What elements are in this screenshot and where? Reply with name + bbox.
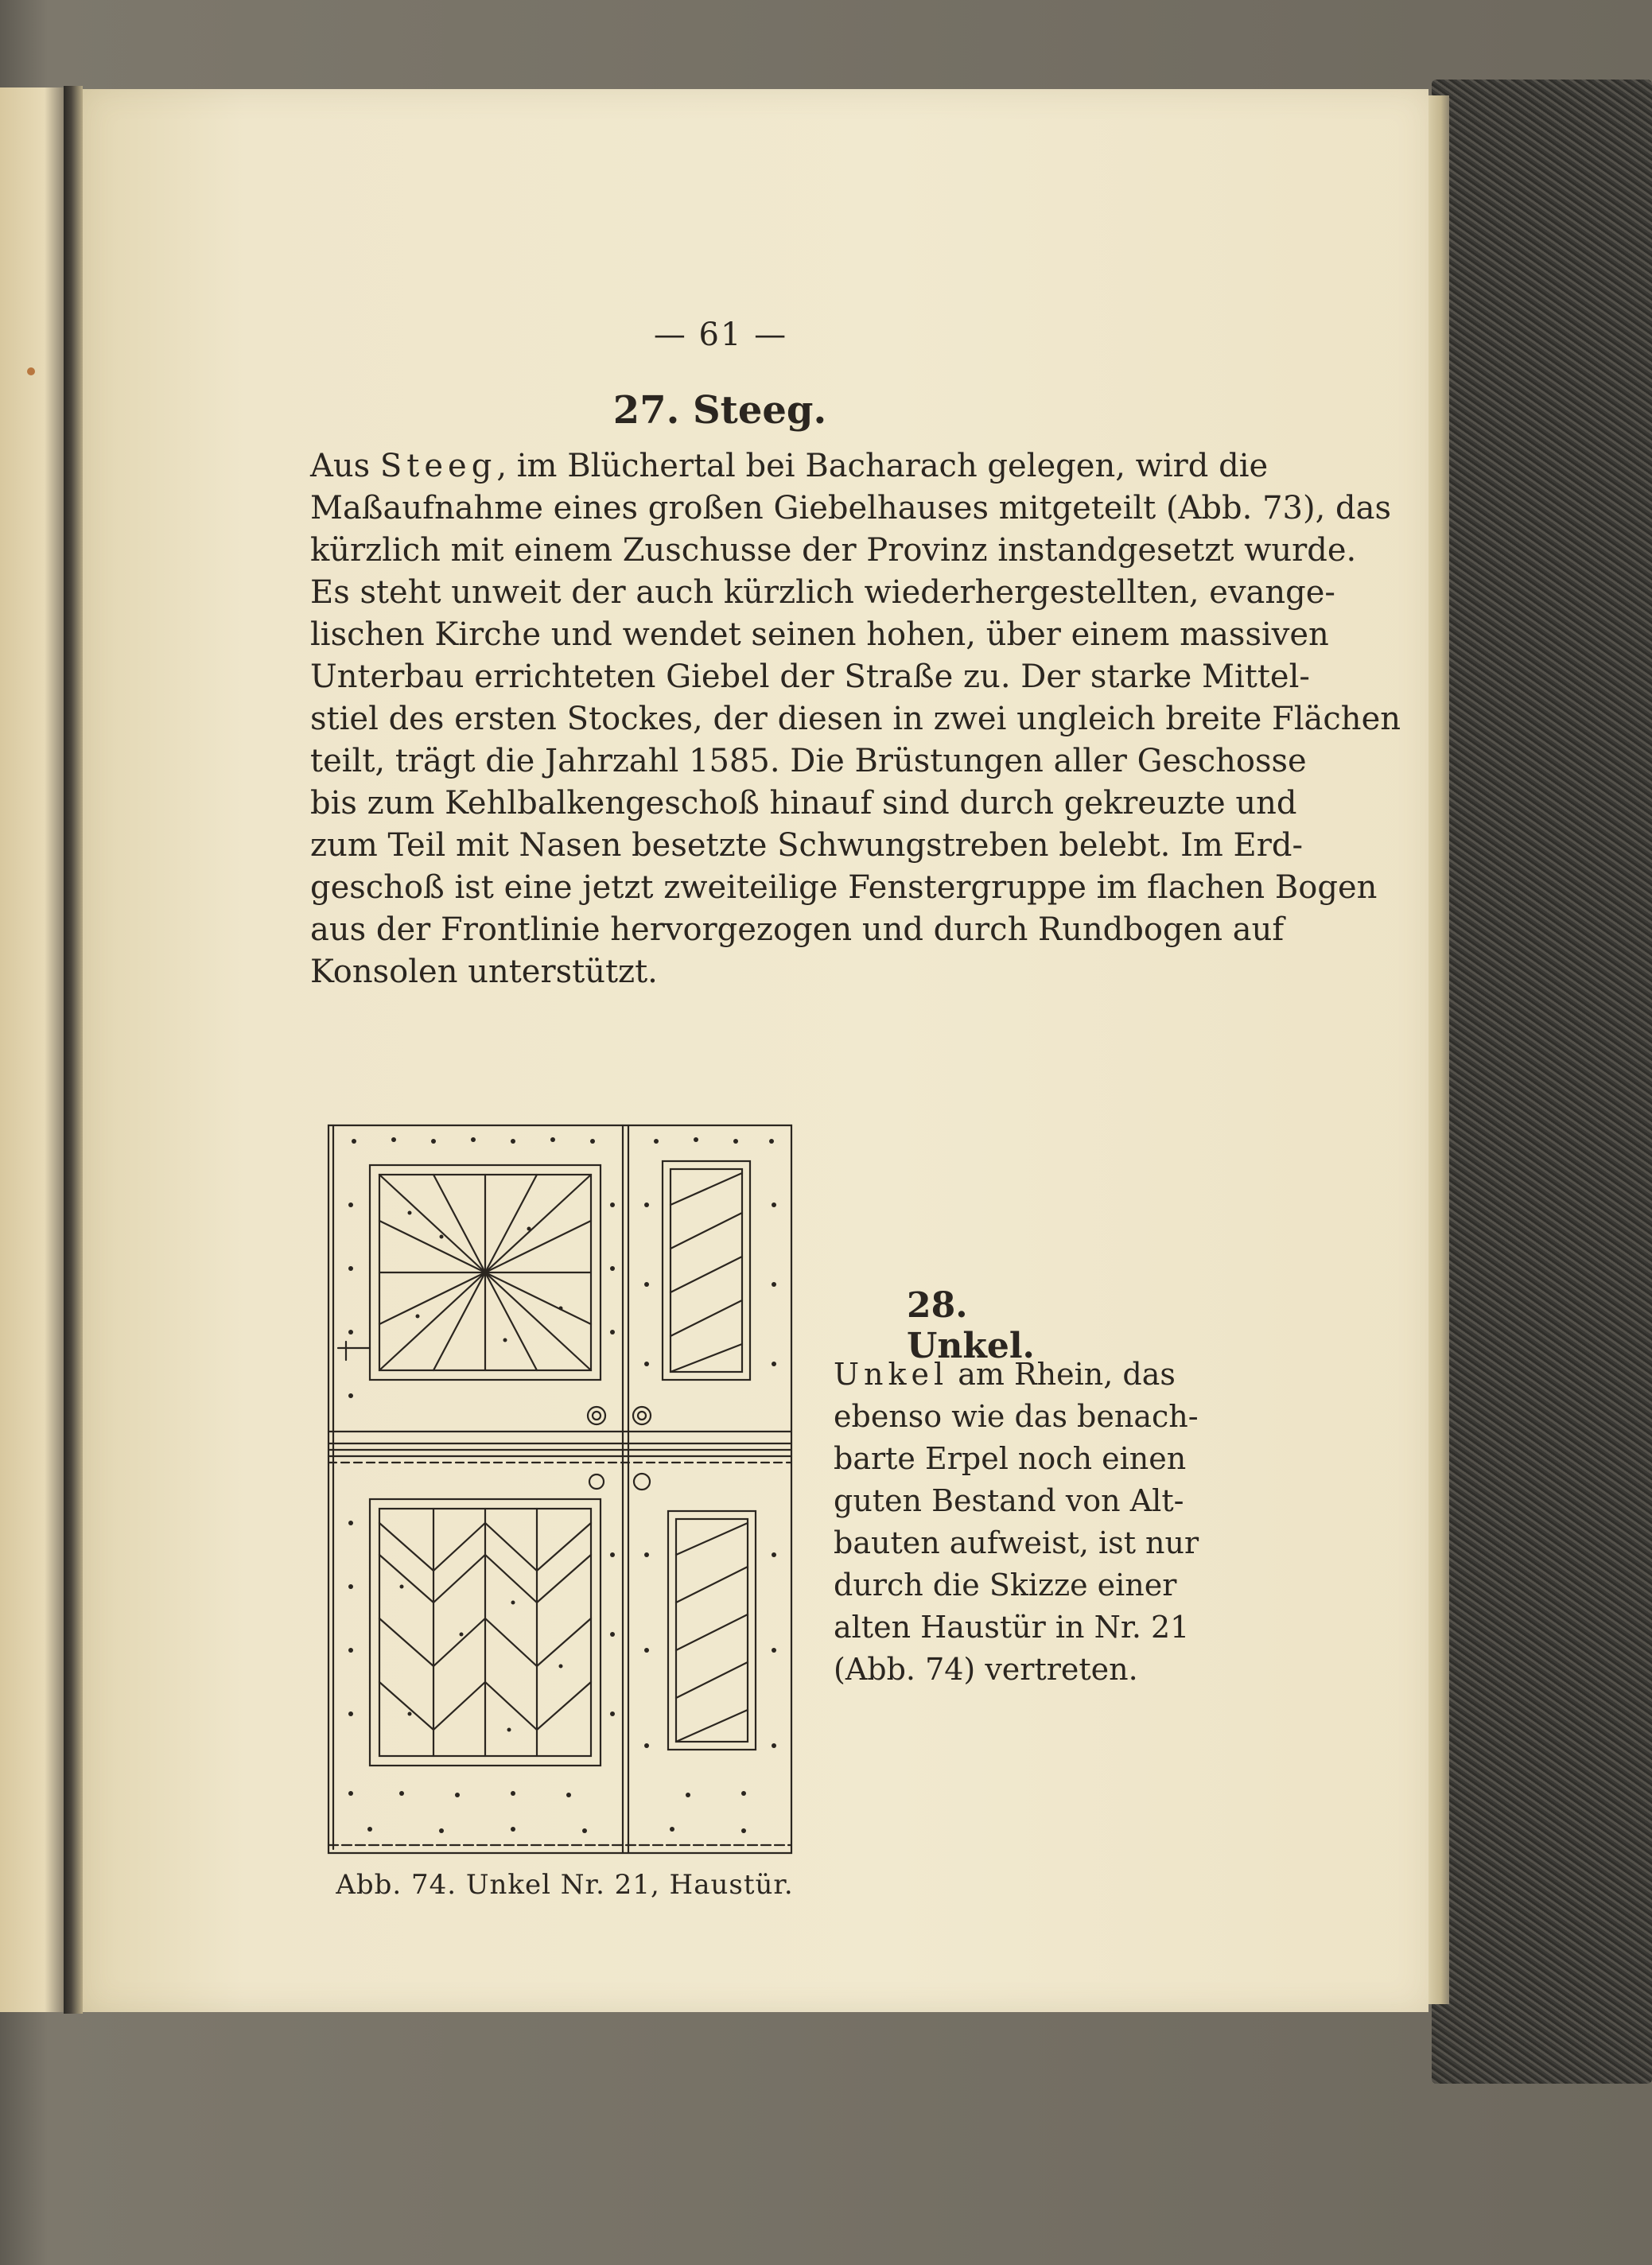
text-line: Maßaufnahme eines großen Giebelhauses mitgeteilt (Abb. 73), das (310, 490, 1391, 526)
text-line (310, 445, 1269, 488)
page-stack-edge (1428, 95, 1449, 2004)
text-line: Konsolen unterstützt. (310, 954, 658, 990)
text-line: barte Erpel noch einen (834, 1441, 1187, 1476)
text-line: alten Haustür in Nr. 21 (834, 1610, 1190, 1645)
section-body-steeg (310, 445, 1401, 993)
text-line: guten Bestand von Alt- (834, 1483, 1184, 1518)
text-line: geschoß ist eine jetzt zweiteilige Fenstergruppe im flachen Bogen (310, 869, 1378, 906)
figure-caption: Abb. 74. Unkel Nr. 21, Haustür. (336, 1869, 794, 1901)
door-sketch-figure (322, 1109, 803, 1861)
text-line: bauten aufweist, ist nur (834, 1525, 1199, 1560)
text-line: (Abb. 74) vertreten. (834, 1652, 1138, 1687)
text-line: zum Teil mit Nasen besetzte Schwungstreben belebt. Im Erd- (310, 827, 1303, 864)
text-line: bis zum Kehlbalkengeschoß hinauf sind durch gekreuzte und (310, 785, 1297, 822)
spaced-place-name: Steeg (379, 448, 497, 484)
section-heading-unkel: 28. Unkel. (907, 1285, 1035, 1366)
book-gutter (64, 86, 83, 2014)
text-line (834, 1356, 1176, 1398)
spaced-place-name: Unkel (834, 1357, 949, 1392)
text-run: Aus (310, 448, 380, 484)
ink-spot (27, 367, 35, 375)
text-line: lischen Kirche und wendet seinen hohen, über einem massiven (310, 616, 1329, 653)
page-number: — 61 — (653, 317, 788, 353)
section-heading-steeg: 27. Steeg. (612, 388, 827, 433)
book-cover-board (1432, 80, 1652, 2084)
text-run: am Rhein, das (948, 1357, 1176, 1392)
text-line: Unterbau errichteten Giebel der Straße zu. Der starke Mittel- (310, 659, 1310, 695)
text-line: kürzlich mit einem Zuschusse der Provinz instandgesetzt wurde. (310, 532, 1357, 569)
text-line: aus der Frontlinie hervorgezogen und durch Rundbogen auf (310, 911, 1285, 948)
section-body-unkel (834, 1356, 1199, 1693)
text-line: stiel des ersten Stockes, der diesen in zwei ungleich breite Flächen (310, 701, 1401, 737)
text-run: , im Blüchertal bei Bacharach gelegen, wird die (496, 448, 1269, 484)
text-line: durch die Skizze einer (834, 1568, 1177, 1603)
text-line: ebenso wie das benach- (834, 1399, 1199, 1434)
left-facing-page-edge (0, 87, 64, 2012)
text-line: Es steht unweit der auch kürzlich wiederhergestellten, evange- (310, 574, 1335, 611)
text-line: teilt, trägt die Jahrzahl 1585. Die Brüstungen aller Geschosse (310, 743, 1307, 779)
door-sketch-drawing (322, 1109, 803, 1861)
